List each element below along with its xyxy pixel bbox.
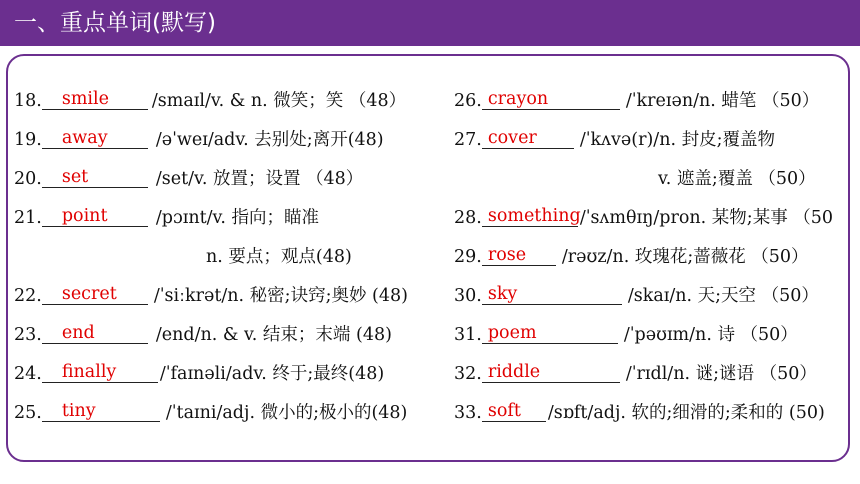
entry-definition: /set/v. 放置；设置 （48） xyxy=(155,169,364,189)
answer-word: away xyxy=(61,128,108,148)
answer-word: crayon xyxy=(487,89,549,109)
entry-number: 22. xyxy=(14,286,42,306)
entry-number: 28. xyxy=(454,208,482,228)
answer-blank xyxy=(482,401,546,422)
vocab-entry-22 xyxy=(14,283,408,309)
answer-blank xyxy=(482,89,620,110)
vocab-entry-27 xyxy=(454,127,775,153)
entry-definition: /sɒft/adj. 软的;细滑的;柔和的 (50) xyxy=(547,403,825,423)
vocab-entry-26 xyxy=(454,88,819,114)
answer-blank xyxy=(482,128,574,149)
answer-blank xyxy=(482,206,581,227)
answer-word: set xyxy=(61,167,89,187)
section-title: 一、重点单词(默写) xyxy=(14,10,216,36)
answer-word: sky xyxy=(487,284,518,304)
answer-word: cover xyxy=(487,128,537,148)
vocab-entry-31 xyxy=(454,322,798,348)
entry-number: 32. xyxy=(454,364,482,384)
answer-blank xyxy=(42,167,148,188)
answer-blank xyxy=(482,323,618,344)
answer-word: poem xyxy=(487,323,537,343)
vocab-entry-30 xyxy=(454,283,819,309)
answer-blank xyxy=(42,206,148,227)
entry-definition: /rəʊz/n. 玫瑰花;蔷薇花 （50） xyxy=(561,247,809,267)
answer-word: riddle xyxy=(487,362,541,382)
entry-number: 26. xyxy=(454,91,482,111)
entry-definition: /ˈkʌvə(r)/n. 封皮;覆盖物 xyxy=(579,130,775,150)
vocab-entry-23 xyxy=(14,322,392,348)
entry-definition: /end/n. & v. 结束；末端 (48) xyxy=(155,325,392,345)
answer-word: secret xyxy=(61,284,117,304)
entry-definition: /ˈrɪdl/n. 谜;谜语 （50） xyxy=(625,364,817,384)
vocab-entry-21 xyxy=(14,205,319,231)
answer-blank xyxy=(482,284,622,305)
vocab-entry-33 xyxy=(454,400,825,426)
entry-number: 27. xyxy=(454,130,482,150)
answer-word: something xyxy=(487,206,581,226)
entry-definition: /ˈsiːkrət/n. 秘密;诀窍;奥妙 (48) xyxy=(153,286,408,306)
entry-definition: /smaɪl/v. & n. 微笑；笑 （48） xyxy=(151,91,407,111)
vocab-entry-20 xyxy=(14,166,363,192)
entry-number: 19. xyxy=(14,130,42,150)
entry-number: 20. xyxy=(14,169,42,189)
answer-blank xyxy=(42,323,148,344)
answer-word: finally xyxy=(61,362,117,382)
entry-definition: /pɔɪnt/v. 指向；瞄准 xyxy=(155,208,319,228)
entry-definition: /ˈsʌmθɪŋ/pron. 某物;某事 （50 xyxy=(579,208,834,228)
entry-number: 31. xyxy=(454,325,482,345)
entry-number: 33. xyxy=(454,403,482,423)
vocab-entry-32 xyxy=(454,361,817,387)
entry-number: 25. xyxy=(14,403,42,423)
entry-definition: /ˈkreɪən/n. 蜡笔 （50） xyxy=(625,91,820,111)
answer-word: end xyxy=(61,323,95,343)
entry-number: 29. xyxy=(454,247,482,267)
vocab-entry-25 xyxy=(14,400,407,426)
title-bar xyxy=(0,0,860,46)
entry-number: 30. xyxy=(454,286,482,306)
entry-definition: /əˈweɪ/adv. 去别处;离开(48) xyxy=(155,130,384,150)
answer-blank xyxy=(42,128,148,149)
entry-number: 18. xyxy=(14,91,42,111)
vocab-entry-29 xyxy=(454,244,809,270)
entry-definition: /ˈfaɪnəli/adv. 终于;最终(48) xyxy=(159,364,385,384)
entry-definition: /ˈpəʊɪm/n. 诗 （50） xyxy=(623,325,798,345)
vocab-entry-28 xyxy=(454,205,833,231)
vocab-entry-24 xyxy=(14,361,384,387)
entry-number: 21. xyxy=(14,208,42,228)
entry-continuation-27: v. 遮盖;覆盖 （50） xyxy=(658,169,816,189)
entry-continuation-21: n. 要点；观点(48) xyxy=(206,247,352,267)
entry-definition: /ˈtaɪni/adj. 微小的;极小的(48) xyxy=(165,403,408,423)
entry-number: 23. xyxy=(14,325,42,345)
answer-blank xyxy=(42,89,148,110)
entry-definition: /skaɪ/n. 天;天空 （50） xyxy=(627,286,819,306)
vocab-entry-19 xyxy=(14,127,384,153)
answer-blank xyxy=(42,401,160,422)
answer-blank xyxy=(482,245,556,266)
answer-word: point xyxy=(61,206,108,226)
answer-word: tiny xyxy=(61,401,96,421)
answer-blank xyxy=(482,362,620,383)
answer-word: rose xyxy=(487,245,527,265)
answer-blank xyxy=(42,362,158,383)
vocab-entry-18 xyxy=(14,88,406,114)
answer-blank xyxy=(42,284,148,305)
entry-number: 24. xyxy=(14,364,42,384)
answer-word: smile xyxy=(61,89,109,109)
answer-word: soft xyxy=(487,401,521,421)
